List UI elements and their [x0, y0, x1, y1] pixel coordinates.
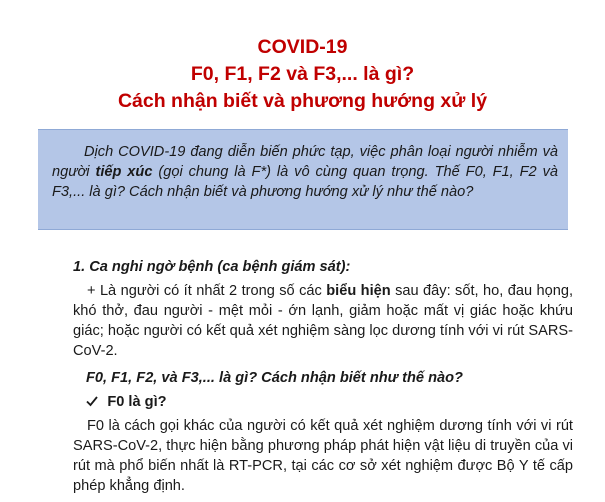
f0-bullet: [86, 392, 167, 412]
section-1-paragraph: [73, 281, 573, 361]
f0-paragraph-text: F0 là cách gọi khác của người có kết quả xét nghiệm dương tính với vi rút SARS-CoV-2, thực hiện bằng phương pháp phát hiện vật liệu di truyền của vi rút mà phổ biến nhất là RT-PCR, tại các cơ sở xét nghiệm được Bộ Y tế cấp phép khẳng định.: [73, 418, 573, 494]
check-arrow-icon: [86, 395, 101, 409]
f0-bullet-label: F0 là gì?: [107, 394, 167, 410]
section-2-heading: F0, F1, F2, và F3,... là gì? Cách nhận biết như thế nào?: [86, 370, 463, 386]
f0-paragraph: [73, 416, 573, 496]
intro-text-bold: tiếp xúc: [95, 164, 153, 180]
section-1-paragraph-rest: sau đây: sốt, ho, đau họng, khó thở, đau người - mệt mỏi - ớn lạnh, giảm hoặc mất vị giác hoặc khứu giác; hoặc người có kết quả xét nghiệm sàng lọc dương tính với vi rút SARS-CoV-2.: [73, 283, 574, 359]
intro-text-part-a: Dịch COVID-19 đang diễn biến phức tạp, việc phân loại người nhiễm và người: [52, 144, 558, 180]
section-1-paragraph-bold: + Là người có ít nhất 2 trong số các biểu hiện: [87, 283, 391, 299]
title-line-3: Cách nhận biết và phương hướng xử lý: [117, 90, 488, 112]
section-1-heading: 1. Ca nghi ngờ bệnh (ca bệnh giám sát):: [73, 259, 351, 275]
intro-text: [52, 142, 558, 202]
title-line-1: COVID-19: [257, 36, 348, 58]
document-title: [0, 34, 605, 115]
intro-text-part-b: (gọi chung là F*) là vô cùng quan trọng. Thế F0, F1, F2 và F3,... là gì? Cách nhận biết và phương hướng xử lý như thế nào?: [52, 164, 558, 200]
title-line-2: F0, F1, F2 và F3,... là gì?: [190, 63, 415, 85]
intro-box: [38, 129, 568, 230]
